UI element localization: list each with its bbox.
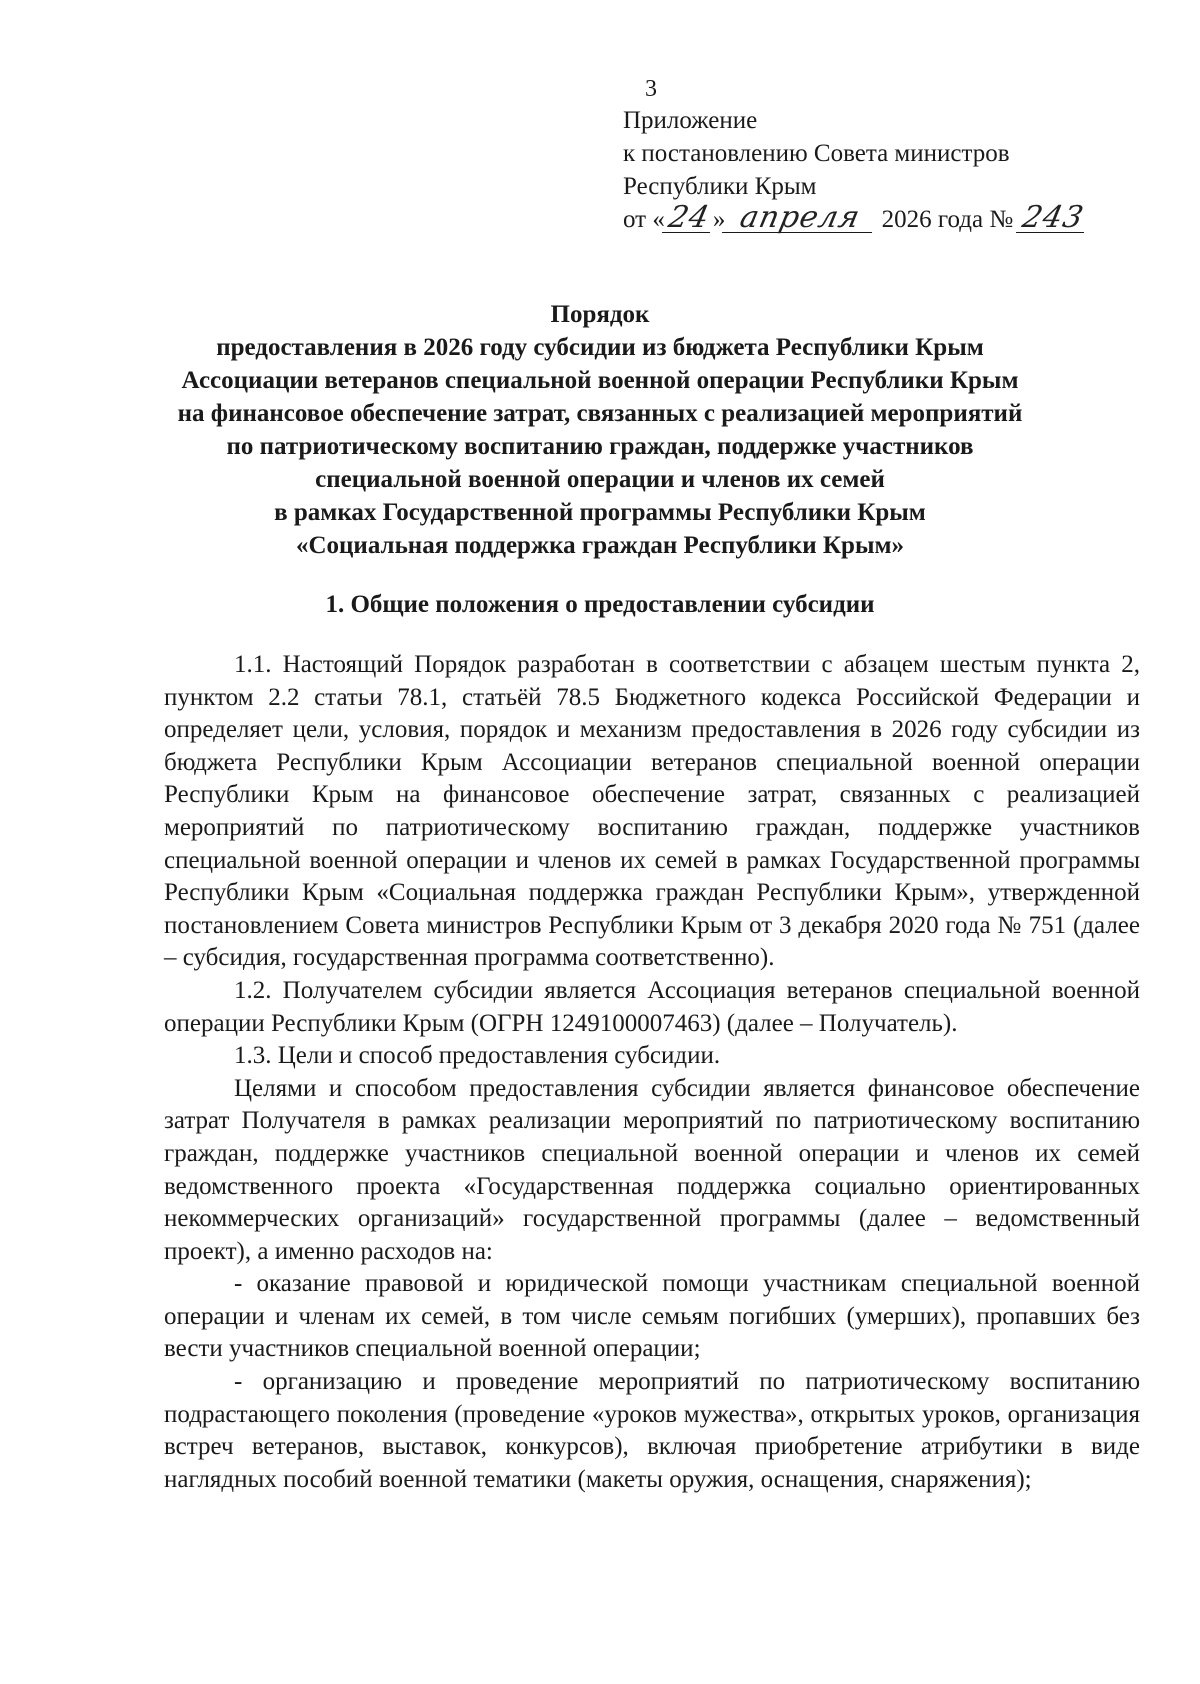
paragraph-1-1: 1.1. Настоящий Порядок разработан в соответствии с абзацем шестым пункта 2, пунктом 2.2 статьи 78.1, статьёй 78.5 Бюджетного кодекса Российской Федерации и определяет цели, условия, порядок и механизм предоставления в 2026 году субсидии из бюджета Республики Крым Ассоциации ветеранов специальной военной операции Республики Крым на финансовое обеспечение затрат, связанных с реализацией мероприятий по патриотическому воспитанию граждан, поддержке участников специальной военной операции и членов их семей в рамках Государственной программы Республики Крым «Социальная поддержка граждан Республики Крым», утвержденной постановлением Совета министров Республики Крым от 3 декабря 2020 года № 751 (далее – субсидия, государственная программа соответственно).	[164, 651, 1140, 972]
title-line-4: на финансовое обеспечение затрат, связанных с реализацией мероприятий	[177, 400, 1023, 427]
title-line-7: в рамках Государственной программы Республики Крым	[274, 499, 926, 526]
paragraph-1-2: 1.2. Получателем субсидии является Ассоциация ветеранов специальной военной операции Республики Крым (ОГРН 1249100007463) (далее – Получатель).	[164, 976, 1140, 1037]
list-item-patriotic-events: - организацию и проведение мероприятий по патриотическому воспитанию подрастающего поколения (проведение «уроков мужества», открытых уроков, организация встреч ветеранов, выставок, конкурсов), включая приобретение атрибутики в виде наглядных пособий военной тематики (макеты оружия, оснащения, снаряжения);	[164, 1368, 1140, 1493]
title-line-2: предоставления в 2026 году субсидии из бюджета Республики Крым	[216, 334, 984, 361]
list-item-legal-help: - оказание правовой и юридической помощи участникам специальной военной операции и членам их семей, в том числе семьям погибших (умерших), пропавших без вести участников специальной военной операции;	[164, 1270, 1140, 1363]
date-mid: »	[712, 206, 726, 233]
page-number: 3	[645, 76, 657, 102]
title-line-1: Порядок	[550, 301, 650, 328]
date-prefix: от «	[623, 206, 665, 233]
paragraph-1-3-text: Целями и способом предоставления субсидии является финансовое обеспечение затрат Получателя в рамках реализации мероприятий по патриотическому воспитанию граждан, поддержке участников специальной военной операции и членов их семей ведомственного проекта «Государственная поддержка социально ориентированных некоммерческих организаций» государственной программы (далее – ведомственный проект), а именно расходов на:	[164, 1074, 1140, 1265]
handwritten-day: 24	[662, 204, 716, 233]
section-heading: 1. Общие положения о предоставлении субсидии	[325, 591, 875, 618]
appendix-date-line	[623, 200, 1088, 236]
appendix-header	[623, 104, 1087, 236]
date-year: 2026 года №	[881, 206, 1014, 233]
handwritten-doc-number: 243	[1016, 204, 1090, 233]
appendix-republic: Республики Крым	[623, 173, 817, 200]
document-body	[164, 649, 1140, 1496]
title-line-3: Ассоциации ветеранов специальной военной операции Республики Крым	[181, 367, 1019, 394]
document-title	[160, 298, 1040, 562]
appendix-label: Приложение	[623, 107, 758, 134]
appendix-resolution: к постановлению Совета министров	[623, 140, 1010, 167]
title-line-5: по патриотическому воспитанию граждан, поддержке участников	[226, 433, 974, 460]
paragraph-1-3: 1.3. Цели и способ предоставления субсидии.	[234, 1042, 721, 1070]
title-line-8: «Социальная поддержка граждан Республики Крым»	[295, 532, 905, 559]
title-line-6: специальной военной операции и членов их семей	[315, 466, 885, 493]
handwritten-month: апреля	[722, 204, 878, 233]
